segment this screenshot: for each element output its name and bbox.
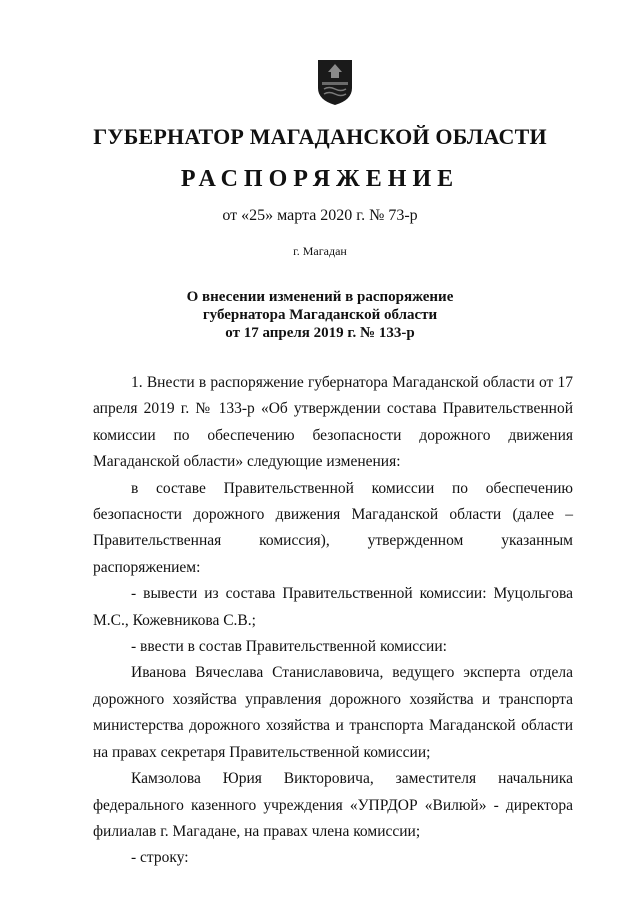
body-paragraph: 1. Внести в распоряжение губернатора Магаданской области от 17 апреля 2019 г. № 133-р «Об утверждении состава Правительственной комиссии по обеспечению безопасности дорожного движения Магаданской области» следующие изменения: <box>93 374 573 471</box>
body-paragraph: Камзолова Юрия Викторовича, заместителя начальника федерального казенного учреждения «УПРДОР «Вилюй» - директора филиалав г. Магадане, на правах члена комиссии; <box>93 770 573 840</box>
document-city: г. Магадан <box>293 244 347 258</box>
body-paragraph: - ввести в состав Правительственной комиссии: <box>131 638 447 656</box>
document-date-number: от «25» марта 2020 г. № 73-р <box>222 207 418 224</box>
document-body <box>93 370 573 872</box>
subject-line: О внесении изменений в распоряжение <box>186 289 454 305</box>
body-paragraph: Иванова Вячеслава Станиславовича, ведущего эксперта отдела дорожного хозяйства управления дорожного хозяйства и транспорта министерства дорожного хозяйства и транспорта Магаданской области на правах секретаря Правительственной комиссии; <box>93 664 573 761</box>
body-paragraph: - строку: <box>131 849 189 867</box>
body-paragraph: в составе Правительственной комиссии по обеспечению безопасности дорожного движения Магаданской области (далее – Правительственная комиссия), утвержденном указанным распоряжением: <box>93 479 573 576</box>
coat-of-arms-icon <box>316 58 354 106</box>
document-subject <box>0 288 640 342</box>
document-type: РАСПОРЯЖЕНИЕ <box>180 166 460 192</box>
subject-line: губернатора Магаданской области <box>202 307 438 323</box>
body-paragraph: - вывести из состава Правительственной комиссии: Муцольгова М.С., Кожевникова С.В.; <box>93 585 573 629</box>
subject-line: от 17 апреля 2019 г. № 133-р <box>225 325 415 341</box>
org-title: ГУБЕРНАТОР МАГАДАНСКОЙ ОБЛАСТИ <box>93 124 547 149</box>
